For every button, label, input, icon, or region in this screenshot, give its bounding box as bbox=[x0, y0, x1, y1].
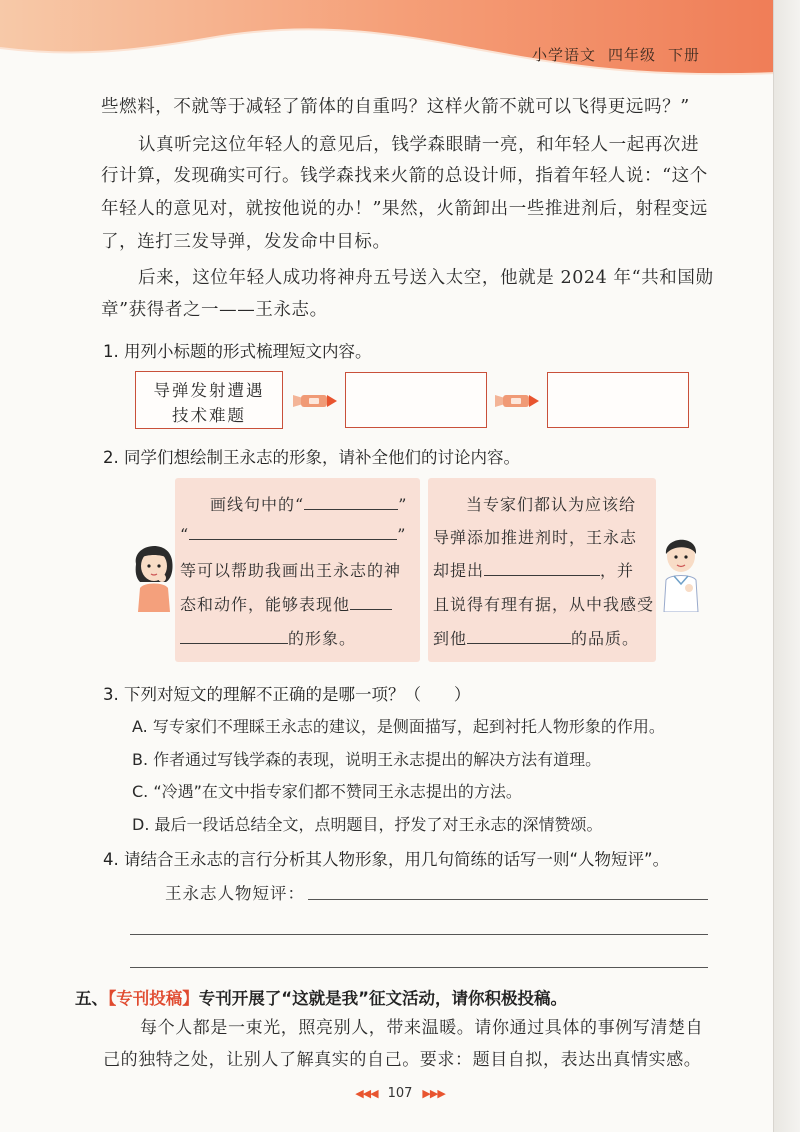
section-5-number: 五、 bbox=[75, 989, 108, 1008]
section-5-line-1: 每个人都是一束光，照亮别人，带来温暖。请你通过具体的事例写清楚自 bbox=[140, 1018, 704, 1038]
answer-line[interactable] bbox=[130, 967, 708, 968]
option-a[interactable]: A. 写专家们不理睬王永志的建议，是侧面描写，起到衬托人物形象的作用。 bbox=[132, 717, 665, 736]
option-b[interactable]: B. 作者通过写钱学森的表现，说明王永志提出的解决方法有道理。 bbox=[132, 750, 602, 769]
right-line-1: 当专家们都认为应该给 bbox=[466, 495, 637, 514]
passage-line-3: 行计算，发现确实可行。钱学森找来火箭的总设计师，指着年轻人说：“这个 bbox=[101, 166, 708, 186]
left-line-5-end: 的形象。 bbox=[288, 629, 357, 648]
answer-blank[interactable] bbox=[467, 629, 571, 644]
right-line-3-end: ，并 bbox=[600, 561, 635, 580]
outline-box-1-line-1: 导弹发射遭遇 bbox=[153, 381, 265, 400]
right-line-4: 且说得有理有据，从中我感受 bbox=[433, 595, 655, 614]
question-1: 1. 用列小标题的形式梳理短文内容。 bbox=[103, 342, 372, 361]
boy-student-icon bbox=[656, 530, 706, 612]
left-line-4-start: 态和动作，能够表现他 bbox=[180, 595, 351, 614]
rocket-arrow-icon bbox=[491, 389, 541, 413]
outline-box-1-line-2: 技术难题 bbox=[172, 406, 246, 425]
page-number: 107 bbox=[387, 1086, 413, 1101]
right-line-2: 导弹添加推进剂时，王永志 bbox=[433, 528, 638, 547]
left-line-1-end: ” bbox=[398, 495, 408, 514]
passage-line-4: 年轻人的意见对，就按他说的办！”果然，火箭卸出一些推进剂后，射程变远 bbox=[101, 199, 708, 219]
outline-box-1 bbox=[135, 371, 283, 429]
outline-box-3[interactable] bbox=[547, 372, 689, 428]
answer-blank[interactable] bbox=[484, 561, 600, 576]
left-line-2-start: “ bbox=[180, 525, 190, 544]
review-label: 王永志人物短评： bbox=[165, 884, 305, 903]
rocket-arrow-icon bbox=[289, 389, 339, 413]
question-2: 2. 同学们想绘制王永志的形象，请补全他们的讨论内容。 bbox=[103, 448, 520, 467]
right-line-5-end: 的品质。 bbox=[571, 629, 640, 648]
left-line-4 bbox=[180, 592, 392, 615]
right-arrows-icon: ▶▶▶ bbox=[422, 1087, 445, 1100]
right-line-5-start: 到他 bbox=[433, 629, 468, 648]
page-edge bbox=[773, 0, 800, 1132]
passage-line-1: 些燃料，不就等于减轻了箭体的自重吗？这样火箭不就可以飞得更远吗？” bbox=[101, 97, 690, 117]
header-term: 下册 bbox=[667, 46, 700, 64]
passage-line-7: 章”获得者之一——王永志。 bbox=[101, 300, 328, 320]
option-c[interactable]: C. “冷遇”在文中指专家们都不赞同王永志提出的方法。 bbox=[132, 782, 522, 801]
header-grade: 四年级 bbox=[607, 46, 656, 64]
answer-line[interactable] bbox=[130, 934, 708, 935]
left-line-3: 等可以帮助我画出王永志的神 bbox=[180, 561, 402, 580]
section-5-line-2: 己的独特之处，让别人了解真实的自己。要求：题目自拟，表达出真情实感。 bbox=[103, 1050, 702, 1070]
right-line-3-start: 却提出 bbox=[433, 561, 485, 580]
girl-student-icon bbox=[128, 536, 178, 612]
left-line-2-end: ” bbox=[397, 525, 407, 544]
answer-blank[interactable] bbox=[304, 495, 398, 510]
passage-line-6: 后来，这位年轻人成功将神舟五号送入太空，他就是 2024 年“共和国勋 bbox=[138, 268, 714, 288]
left-line-1 bbox=[210, 492, 407, 515]
question-4: 4. 请结合王永志的言行分析其人物形象，用几句简练的话写一则“人物短评”。 bbox=[103, 850, 670, 869]
answer-blank[interactable] bbox=[350, 595, 392, 610]
right-line-5 bbox=[433, 626, 639, 649]
page-footer bbox=[0, 1086, 800, 1101]
answer-blank[interactable] bbox=[180, 629, 288, 644]
answer-blank[interactable] bbox=[189, 525, 397, 540]
section-5-tag: 【专刊投稿】 bbox=[108, 989, 199, 1008]
answer-line[interactable] bbox=[308, 899, 708, 900]
left-line-1-start: 画线句中的“ bbox=[210, 495, 305, 514]
passage-line-2: 认真听完这位年轻人的意见后，钱学森眼睛一亮，和年轻人一起再次进 bbox=[138, 135, 700, 155]
left-line-5 bbox=[180, 626, 356, 649]
question-3: 3. 下列对短文的理解不正确的是哪一项？（ ） bbox=[103, 685, 471, 704]
section-5-heading bbox=[75, 985, 567, 1009]
option-d[interactable]: D. 最后一段话总结全文，点明题目，抒发了对王永志的深情赞颂。 bbox=[132, 815, 603, 834]
left-line-2 bbox=[180, 525, 406, 544]
passage-line-5: 了，连打三发导弹，发发命中目标。 bbox=[101, 232, 391, 252]
section-5-title: 专刊开展了“这就是我”征文活动，请你积极投稿。 bbox=[198, 989, 567, 1008]
header-subject: 小学语文 bbox=[531, 46, 596, 64]
header-title bbox=[520, 44, 700, 65]
outline-box-2[interactable] bbox=[345, 372, 487, 428]
right-line-3 bbox=[433, 558, 634, 581]
left-arrows-icon: ◀◀◀ bbox=[355, 1087, 378, 1100]
